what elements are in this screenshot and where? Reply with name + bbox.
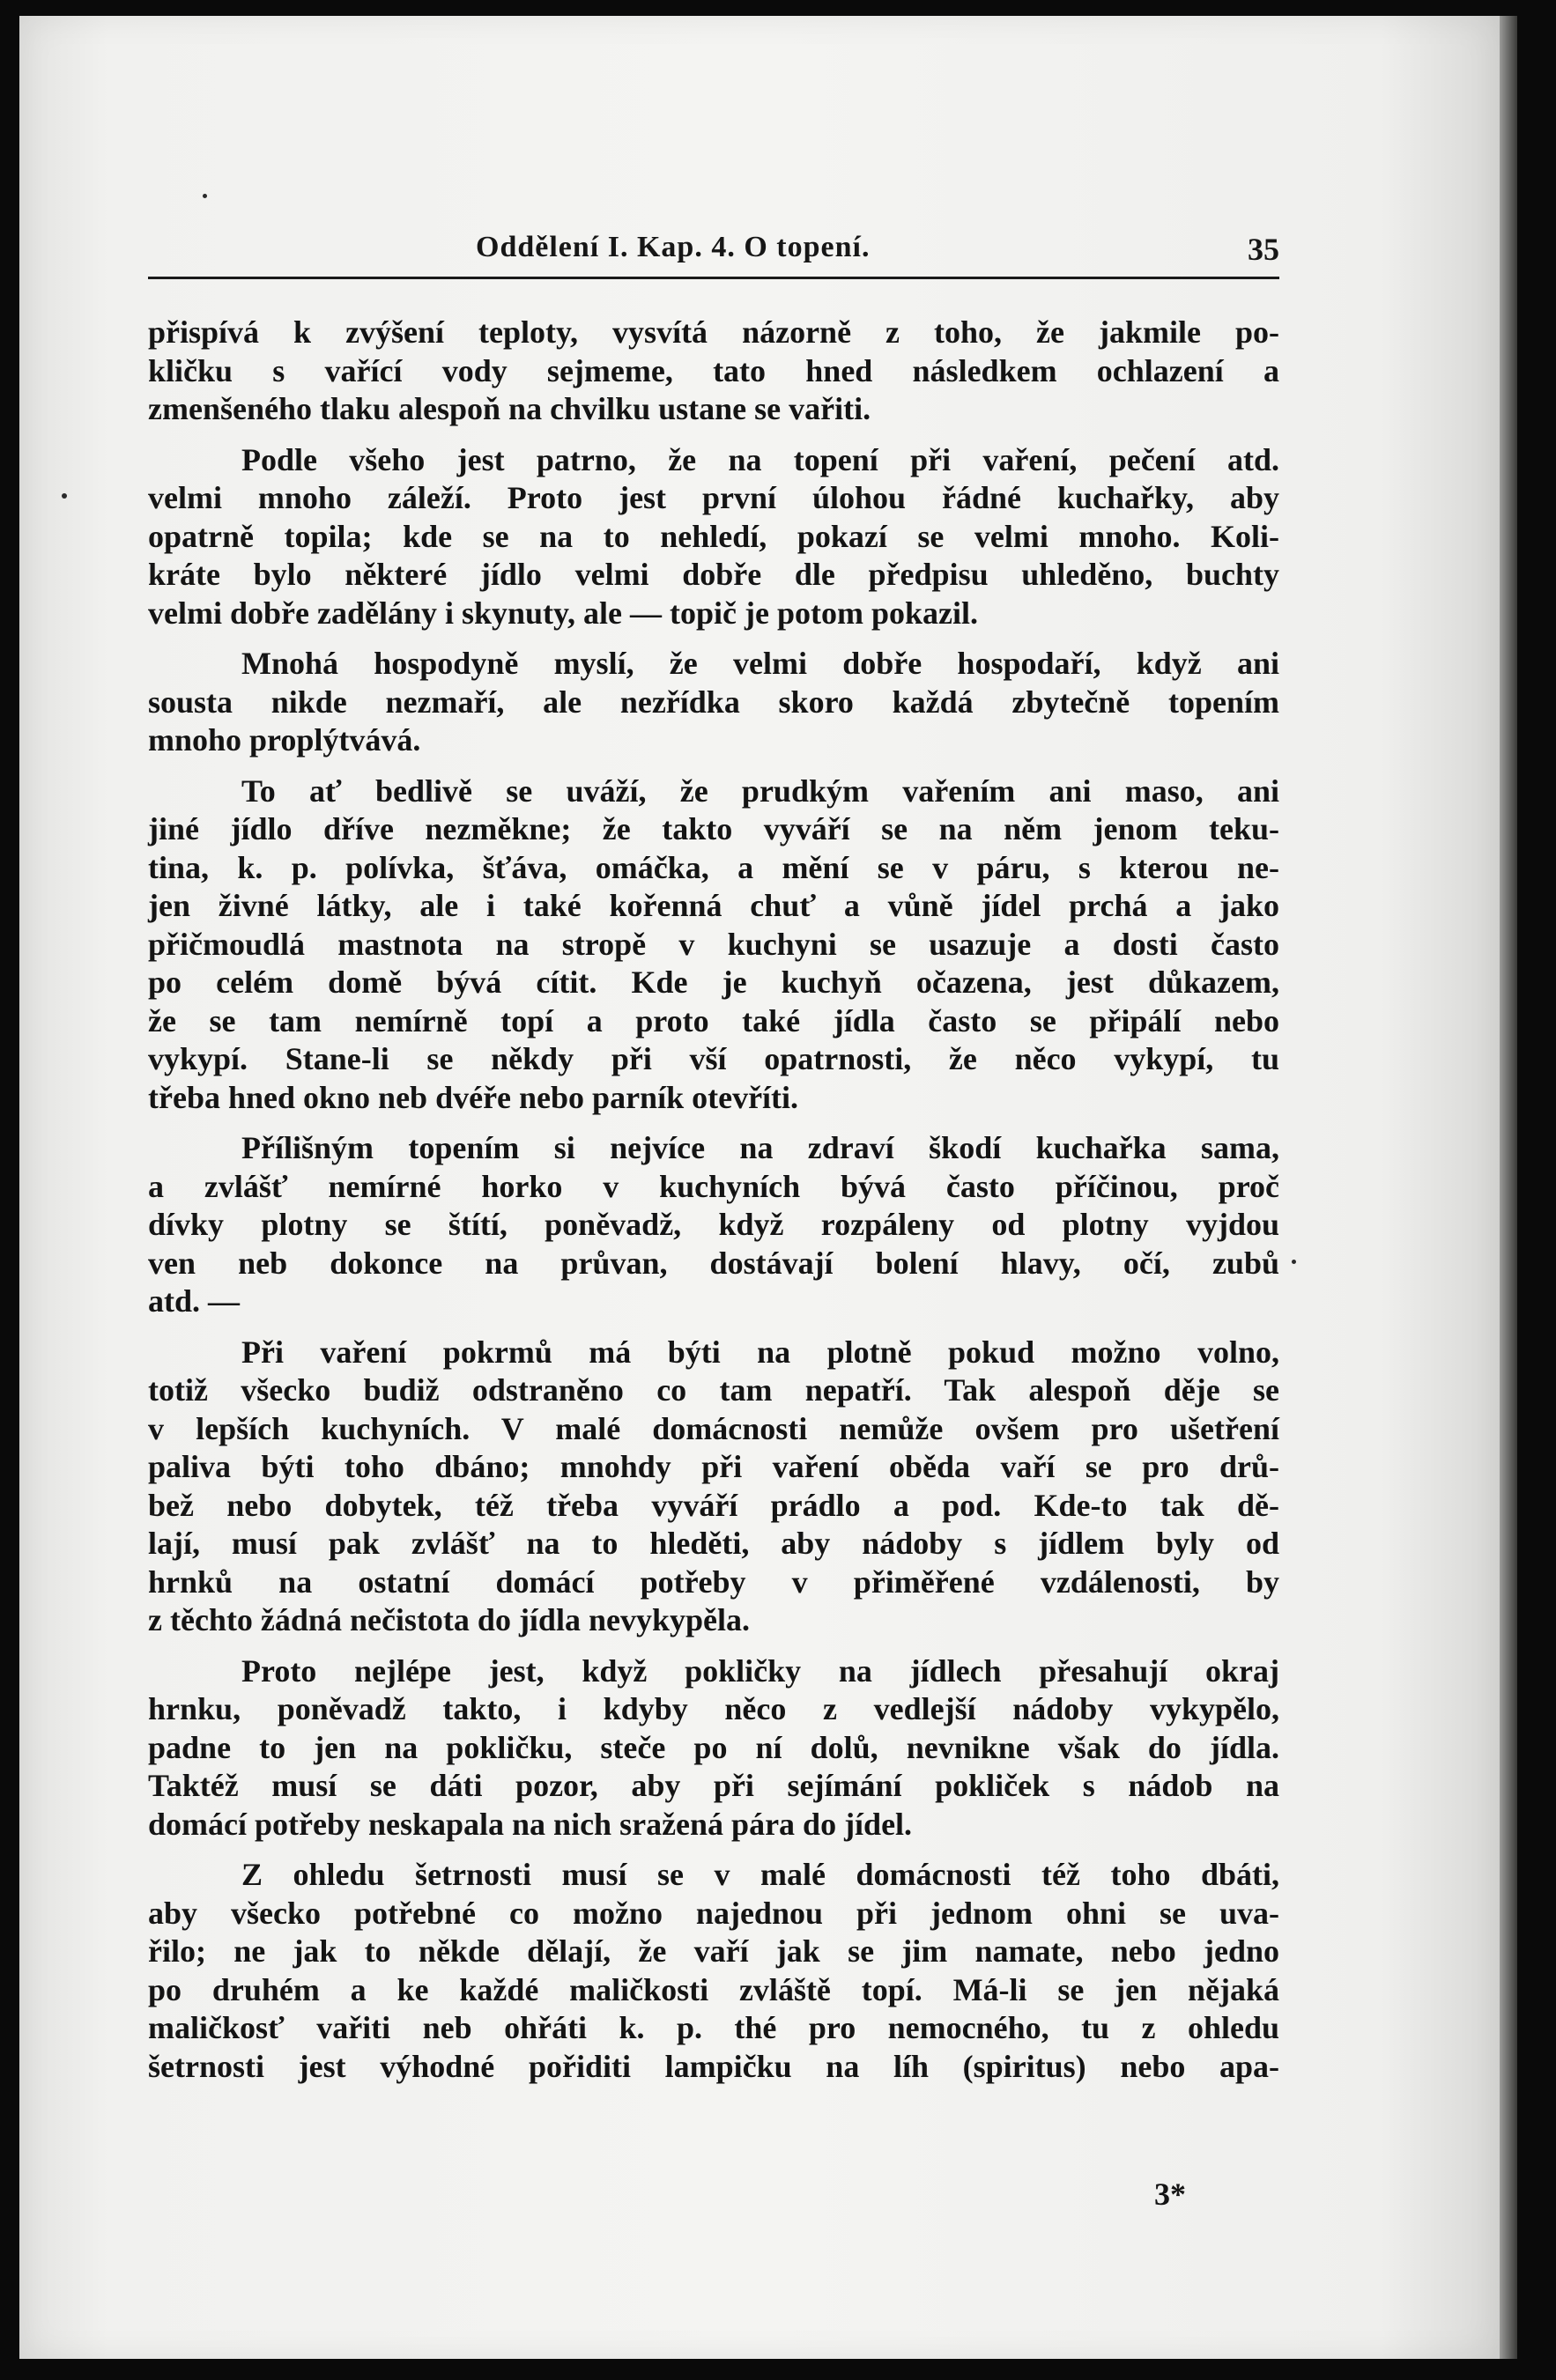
text-line: třeba hned okno neb dvéře nebo parník otevříti. [148,1079,799,1115]
text-line: dívky plotny se štítí, poněvadž, když rozpáleny od plotny vyjdou [148,1207,1279,1242]
text-line: jiné jídlo dříve nezměkne; že takto vyváří se na něm jenom teku- [148,811,1279,846]
chapter-heading: Oddělení I. Kap. 4. O topení. [476,231,871,263]
text-line: hrnku, poněvadž takto, i kdyby něco z vedlejší nádoby vykypělo, [148,1691,1279,1726]
text-line: hrnků na ostatní domácí potřeby v přiměřené vzdálenosti, by [148,1563,1279,1600]
text-line: mnoho proplýtvává. [148,722,421,758]
text-line: tina, k. p. polívka, šťáva, omáčka, a mění se v páru, s kterou ne- [148,849,1279,885]
text-line: řilo; ne jak to někde dělají, že vaří jak se jim namate, nebo jedno [148,1933,1279,1969]
text-line: opatrně topila; kde se na to nehledí, pokazí se velmi mnoho. Koli- [148,518,1279,554]
text-line: kličku s vařící vody sejmeme, tato hned následkem ochlazení a [148,352,1279,388]
paragraph [148,1334,1279,1640]
text-line: Proto nejlépe jest, když pokličky na jídlech přesahují okraj [241,1652,1279,1689]
text-line: z těchto žádná nečistota do jídla nevykypěla. [148,1602,750,1637]
running-header [148,227,1279,279]
text-line: Z ohledu šetrnosti musí se v malé domácnosti též toho dbáti, [241,1857,1279,1892]
text-line: šetrnosti jest výhodné pořiditi lampičku na líh (spiritus) nebo apa- [148,2048,1279,2084]
text-line: velmi dobře zadělány i skynuty, ale — topič je potom pokazil. [148,595,979,631]
text-line: padne to jen na pokličku, steče po ní dolů, nevnikne však do jídla. [148,1729,1279,1765]
text-line: bež nebo dobytek, též třeba vyváří prádlo a pod. Kde-to tak dě- [148,1487,1279,1523]
text-line: že se tam nemírně topí a proto také jídla často se připálí nebo [148,1002,1279,1038]
text-line: Při vaření pokrmů má býti na plotně pokud možno volno, [241,1334,1279,1370]
paragraph [148,441,1279,633]
paragraph [148,1129,1279,1321]
text-line: ven neb dokonce na průvan, dostávají bolení hlavy, očí, zubů [148,1245,1279,1281]
page-number: 35 [1248,232,1279,267]
page-edge-shadow [1500,16,1517,2359]
text-line: paliva býti toho dbáno; mnohdy při vaření oběda vaří se pro drů- [148,1449,1279,1484]
text-line: zmenšeného tlaku alespoň na chvilku ustane se vařiti. [148,391,871,426]
paragraph [148,772,1279,1118]
text-line: a zvlášť nemírné horko v kuchyních bývá často příčinou, proč [148,1168,1279,1204]
text-line: velmi mnoho záleží. Proto jest první úlohou řádné kuchařky, aby [148,480,1279,515]
text-line: aby všecko potřebné co možno najednou při jednom ohni se uva- [148,1895,1279,1931]
text-line: Mnohá hospodyně myslí, že velmi dobře hospodaří, když ani [241,646,1279,681]
printer-signature-mark: 3* [1154,2177,1186,2212]
text-line: lají, musí pak zvlášť na to hleděti, aby nádoby s jídlem byly od [148,1526,1279,1561]
text-line: atd. — [148,1283,241,1319]
ink-speck [1292,1260,1296,1264]
paragraph [148,1856,1279,2086]
text-line: vykypí. Stane-li se někdy při vší opatrnosti, že něco vykypí, tu [148,1041,1279,1076]
text-line: Přílišným topením si nejvíce na zdraví škodí kuchařka sama, [241,1130,1279,1165]
text-line: To ať bedlivě se uváží, že prudkým vařením ani maso, ani [241,772,1279,809]
text-line: kráte bylo některé jídlo velmi dobře dle předpisu uhleděno, buchty [148,557,1279,592]
text-line: Podle všeho jest patrno, že na topení při vaření, pečení atd. [241,441,1279,477]
text-line: v lepších kuchyních. V malé domácnosti nemůže ovšem pro ušetření [148,1410,1279,1446]
text-line: přispívá k zvýšení teploty, vysvítá názorně z toho, že jakmile po- [148,314,1279,350]
body-text [148,314,1279,2098]
text-line: sousta nikde nezmaří, ale nezřídka skoro každá zbytečně topením [148,684,1279,720]
paragraph [148,314,1279,429]
text-line: totiž všecko budiž odstraněno co tam nepatří. Tak alespoň děje se [148,1372,1279,1408]
text-line: Taktéž musí se dáti pozor, aby při sejímání pokliček s nádob na [148,1768,1279,1803]
ink-speck [62,493,67,499]
ink-speck [203,194,207,198]
text-line: maličkosť vařiti neb ohřáti k. p. thé pro nemocného, tu z ohledu [148,2010,1279,2045]
paragraph [148,1652,1279,1844]
text-line: po druhém a ke každé maličkosti zvláště topí. Má-li se jen nějaká [148,1971,1279,2007]
text-line: jen živné látky, ale i také kořenná chuť a vůně jídel prchá a jako [148,888,1279,923]
text-line: po celém domě bývá cítit. Kde je kuchyň očazena, jest důkazem, [148,965,1279,1000]
text-line: domácí potřeby neskapala na nich sražená pára do jídel. [148,1806,913,1842]
text-line: přičmoudlá mastnota na stropě v kuchyni se usazuje a dosti často [148,926,1279,962]
paragraph [148,645,1279,760]
